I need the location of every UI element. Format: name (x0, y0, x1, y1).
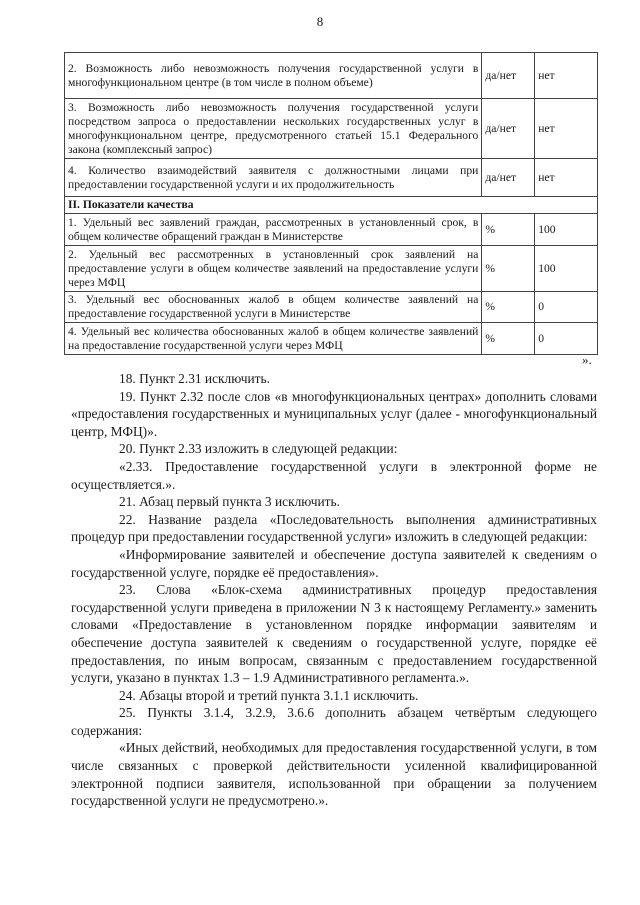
table-row (65, 159, 598, 197)
table-row (65, 323, 598, 355)
paragraph: «Иных действий, необходимых для предоставления государственной услуги, в том числе связанных с проверкой действительности усиленной квалифицированной электронной подписи заявителя, использованной при обращении за получением государственной услуги не предусмотрено.». (71, 740, 597, 809)
paragraph: 20. Пункт 2.33 изложить в следующей редакции: (119, 441, 398, 457)
indicator-value: 0 (535, 292, 598, 323)
indicator-value: нет (535, 99, 598, 159)
table-row (65, 197, 598, 214)
page-number: 8 (316, 14, 324, 29)
table-row (65, 99, 598, 159)
paragraph: 22. Название раздела «Последовательность выполнения административных процедур при предоставлении государственной услуги» изложить в следующей редакции: (71, 511, 597, 545)
document-body (71, 370, 597, 810)
indicators-table-body (65, 53, 598, 355)
indicator-value: 100 (535, 246, 598, 292)
indicator-unit: да/нет (482, 53, 535, 99)
paragraph: «Информирование заявителей и обеспечение доступа заявителей к сведениям о государственной услуге, порядке её предоставления». (71, 546, 597, 580)
indicators-table (64, 52, 598, 355)
indicator-unit: % (482, 323, 535, 355)
indicator-name: 4. Количество взаимодействий заявителя с должностными лицами при предоставлении государственной услуги и их продолжительность (65, 159, 482, 197)
paragraph: 25. Пункты 3.1.4, 3.2.9, 3.6.6 дополнить абзацем четвёртым следующего содержания: (71, 705, 597, 738)
indicator-name: 3. Возможность либо невозможность получения государственной услуги посредством запроса о предоставлении нескольких государственных услуг в многофункциональном центре, предусмотренного статьей 15.1 Федерального закона (комплексный запрос) (65, 99, 482, 159)
indicator-unit: да/нет (482, 99, 535, 159)
indicator-value: 0 (535, 323, 598, 355)
indicator-name: 3. Удельный вес обоснованных жалоб в общем количестве заявлений на предоставление государственной услуги в Министерстве (65, 292, 482, 323)
indicator-unit: да/нет (482, 159, 535, 197)
paragraph: 23. Слова «Блок-схема административных процедур предоставления государственной услуги приведена в приложении N 3 к настоящему Регламенту.» заменить словами «Предоставление в установленном порядке информации заявителям и обеспечение доступа заявителей к сведениям о государственной услуге, порядке её предоставления, по иным вопросам, связанным с предоставлением государственной услуги, указано в пунктах 1.3 – 1.9 Административного регламента.». (71, 582, 597, 686)
indicator-unit: % (482, 214, 535, 246)
quote-close: ». (582, 352, 592, 367)
indicator-name: 2. Возможность либо невозможность получения государственной услуги в многофункциональном центре (в том числе в полном объеме) (65, 53, 482, 99)
indicator-name: 2. Удельный вес рассмотренных в установленный срок заявлений на предоставление услуги в общем количестве заявлений на предоставление услуги через МФЦ (65, 246, 482, 292)
indicator-value: нет (535, 53, 598, 99)
paragraph: 19. Пункт 2.32 после слов «в многофункциональных центрах» дополнить словами «предоставления государственных и муниципальных услуг (далее - многофункциональный центр, МФЦ)». (71, 388, 597, 439)
table-row (65, 246, 598, 292)
table-row (65, 214, 598, 246)
paragraph: 24. Абзацы второй и третий пункта 3.1.1 исключить. (119, 687, 419, 703)
paragraph: 18. Пункт 2.31 исключить. (119, 371, 270, 386)
indicator-name: 1. Удельный вес заявлений граждан, рассмотренных в установленный срок, в общем количестве обращений граждан в Министерстве (65, 214, 482, 246)
section-heading: II. Показатели качества (65, 197, 598, 214)
paragraph: 21. Абзац первый пункта 3 исключить. (119, 494, 340, 510)
indicator-unit: % (482, 292, 535, 323)
table-row (65, 53, 598, 99)
indicator-name: 4. Удельный вес количества обоснованных жалоб в общем количестве заявлений на предоставление государственной услуги через МФЦ (65, 323, 482, 355)
table-row (65, 292, 598, 323)
indicator-value: 100 (535, 214, 598, 246)
paragraph: «2.33. Предоставление государственной услуги в электронной форме не осуществляется.». (71, 458, 597, 492)
indicator-unit: % (482, 246, 535, 292)
indicator-value: нет (535, 159, 598, 197)
